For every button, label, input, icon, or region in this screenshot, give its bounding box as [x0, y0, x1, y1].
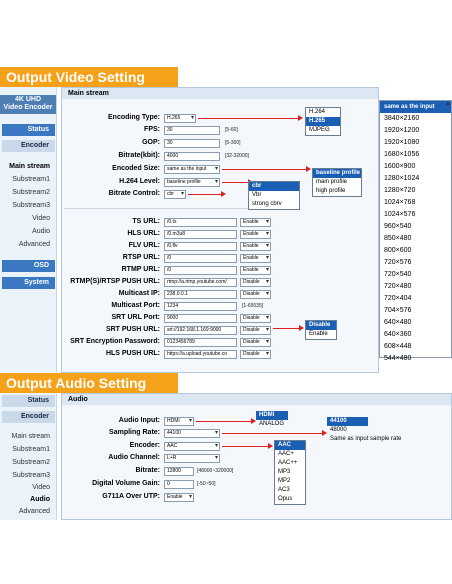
label-encoder: Encoder:	[129, 442, 160, 449]
flv-url-state-select[interactable]: Enable ▾	[240, 242, 271, 251]
label-multicast-port: Multicast Port:	[111, 302, 160, 309]
sampling-rate-popup	[327, 417, 409, 444]
srt-url-port-input[interactable]: 9000	[164, 314, 237, 323]
nav-advanced[interactable]: Advanced	[18, 241, 50, 248]
resolution-option-selected[interactable]: same as the input	[380, 101, 451, 113]
hls-url-state-select[interactable]: Enable ▾	[240, 230, 271, 239]
label-bitrate: Bitrate(kbit):	[118, 152, 160, 159]
label-hls-url: HLS URL:	[127, 230, 160, 237]
fps-hint: [5-60]	[225, 127, 238, 133]
encoding-option[interactable]: MJPEG	[309, 127, 330, 133]
arrow-line	[198, 118, 298, 119]
label-rtmp-url: RTMP URL:	[121, 266, 160, 273]
encoding-option-selected[interactable]: H.265	[306, 117, 340, 126]
nav-video[interactable]: Video	[32, 484, 50, 491]
bitrate-input[interactable]: 4000	[164, 152, 220, 161]
encoded-size-select[interactable]: same as the input ▾	[164, 165, 220, 174]
bitrate-control-option-selected[interactable]: cbr	[249, 182, 299, 191]
rtmp-push-url-input[interactable]: rtmp://a.rtmp.youtube.com/	[164, 278, 237, 287]
audio-sidebar	[0, 393, 57, 520]
label-multicast-ip: Multicast IP:	[118, 290, 160, 297]
audio-bitrate-input[interactable]: 12800	[164, 467, 194, 476]
hls-push-url-state-select[interactable]: Disable ▾	[240, 350, 271, 359]
label-audio-bitrate: Bitrate:	[135, 467, 160, 474]
audio-bitrate-hint: [48000~320000]	[197, 468, 234, 474]
label-bitrate-control: Bitrate Control:	[108, 190, 160, 197]
rtmp-url-input[interactable]: /0	[164, 266, 237, 275]
hls-url-input[interactable]: /0.m3u8	[164, 230, 237, 239]
arrow-line	[222, 446, 268, 447]
resolution-list[interactable]	[379, 100, 452, 362]
audio-input-option[interactable]: ANALOG	[259, 421, 285, 427]
volume-gain-input[interactable]: 0	[164, 480, 194, 489]
encoder-option[interactable]: Opus	[278, 496, 293, 502]
srt-state-option[interactable]: Enable	[309, 331, 328, 337]
h264-level-option[interactable]: high profile	[316, 188, 346, 194]
arrow-line	[222, 433, 322, 434]
multicast-ip-state-select[interactable]: Disable ▾	[240, 290, 271, 299]
label-gop: GOP:	[142, 139, 160, 146]
resolution-option[interactable]: 720×540	[384, 271, 412, 278]
encoder-option[interactable]: AAC++	[278, 460, 298, 466]
audio-section-banner: Output Audio Setting	[0, 373, 178, 393]
rtmp-url-state-select[interactable]: Enable ▾	[240, 266, 271, 275]
label-rtsp-url: RTSP URL:	[122, 254, 160, 261]
label-rtmp-push-url: RTMP(S)/RTSP PUSH URL:	[70, 278, 160, 285]
nav-main-stream[interactable]: Main stream	[11, 433, 50, 440]
label-encoded-size: Encoded Size:	[112, 165, 160, 172]
resolution-option[interactable]: 3840×2160	[384, 115, 420, 122]
gop-input[interactable]: 30	[164, 139, 220, 148]
resolution-option[interactable]: 720×480	[384, 283, 412, 290]
h264-level-option-selected[interactable]: baseline profile	[313, 169, 361, 178]
nav-audio[interactable]: Audio	[30, 496, 50, 503]
resolution-option[interactable]: 960×540	[384, 223, 412, 230]
h264-level-option[interactable]: main profile	[316, 179, 348, 185]
nav-audio[interactable]: Audio	[32, 228, 50, 235]
fps-input[interactable]: 30	[164, 126, 220, 135]
arrow-line	[273, 328, 299, 329]
label-srt-url-port: SRT URL Port:	[111, 314, 160, 321]
resolution-option[interactable]: 1600×900	[384, 163, 416, 170]
nav-status[interactable]: Status	[2, 395, 55, 407]
ts-url-input[interactable]: /0.ts	[164, 218, 237, 227]
arrow-head	[306, 166, 311, 172]
resolution-option[interactable]: 1280×1024	[384, 175, 420, 182]
arrow-head	[268, 443, 273, 449]
resolution-option[interactable]: 720×576	[384, 259, 412, 266]
video-sidebar	[0, 87, 57, 373]
nav-substream2[interactable]: Substream2	[12, 189, 50, 196]
encoder-option-selected[interactable]: AAC	[275, 441, 305, 450]
label-fps: FPS:	[144, 126, 160, 133]
nav-video[interactable]: Video	[32, 215, 50, 222]
device-title: 4K UHD Video Encoder	[0, 95, 56, 114]
srt-password-input[interactable]: 0123456789	[164, 338, 237, 347]
srt-push-url-state-select[interactable]: Disable ▾	[240, 326, 271, 335]
h264-level-popup	[312, 168, 362, 197]
resolution-option[interactable]: 1920×1200	[384, 127, 420, 134]
nav-encoder[interactable]: Encoder	[2, 140, 55, 152]
resolution-option[interactable]: 850×480	[384, 235, 412, 242]
label-hls-push-url: HLS PUSH URL:	[105, 350, 160, 357]
resolution-option[interactable]: 1024×576	[384, 211, 416, 218]
multicast-port-input[interactable]: 1234	[164, 302, 237, 311]
arrow-line	[188, 194, 221, 195]
resolution-option[interactable]: 1024×768	[384, 199, 416, 206]
srt-push-url-input[interactable]: srt://192.168.1.169:9000	[164, 326, 237, 335]
bitrate-hint: [32-32000]	[225, 153, 249, 159]
arrow-line	[196, 421, 251, 422]
encoder-option[interactable]: MP2	[278, 478, 291, 484]
nav-system[interactable]: System	[2, 277, 55, 289]
multicast-port-hint: [1-65535]	[242, 303, 264, 309]
rtsp-url-input[interactable]: /0	[164, 254, 237, 263]
sampling-rate-select[interactable]: 44100 ▾	[164, 429, 220, 438]
label-g711a: G711A Over UTP:	[102, 493, 160, 500]
encoder-option[interactable]: MP3	[278, 469, 291, 475]
encoding-type-select[interactable]: H.265 ▾	[164, 114, 196, 123]
nav-advanced[interactable]: Advanced	[18, 508, 50, 515]
audio-channel-select[interactable]: L+R ▾	[164, 454, 220, 463]
resolution-option[interactable]: 608×448	[384, 343, 412, 350]
label-audio-channel: Audio Channel:	[108, 454, 160, 461]
label-srt-push-url: SRT PUSH URL:	[105, 326, 160, 333]
nav-substream3[interactable]: Substream3	[12, 202, 50, 209]
encoder-popup	[274, 440, 306, 505]
resolution-option[interactable]: 1280×720	[384, 187, 416, 194]
srt-password-state-select[interactable]: Disable ▾	[240, 338, 271, 347]
bitrate-control-popup	[248, 181, 300, 210]
arrow-head	[299, 325, 304, 331]
label-h264-level: H.264 Level:	[119, 178, 160, 185]
encoding-option[interactable]: H.264	[309, 109, 326, 115]
label-srt-password: SRT Encryption Password:	[70, 338, 160, 345]
encoding-type-popup	[305, 107, 341, 136]
audio-input-option-selected[interactable]: HDMI	[256, 411, 288, 420]
label-ts-url: TS URL:	[132, 218, 160, 225]
resolution-option[interactable]: 640×360	[384, 331, 412, 338]
video-section-banner: Output Video Setting	[0, 67, 178, 87]
bitrate-control-option[interactable]: Vbr	[252, 192, 262, 198]
sampling-rate-option[interactable]: Same as input sample rate	[330, 436, 402, 442]
resolution-option[interactable]: 1920×1080	[384, 139, 420, 146]
nav-encoder[interactable]: Encoder	[2, 411, 55, 423]
ts-url-state-select[interactable]: Enable ▾	[240, 218, 271, 227]
multicast-ip-input[interactable]: 238.0.0.1	[164, 290, 237, 299]
nav-substream2[interactable]: Substream2	[12, 459, 50, 466]
scroll-up-icon[interactable]: ▲	[445, 101, 451, 107]
srt-url-port-state-select[interactable]: Disable ▾	[240, 314, 271, 323]
h264-level-select[interactable]: baseline profile ▾	[164, 178, 220, 187]
g711a-select[interactable]: Enable ▾	[164, 493, 194, 502]
srt-state-popup	[305, 320, 337, 340]
nav-main-stream[interactable]: Main stream	[9, 163, 50, 170]
rtmp-push-url-state-select[interactable]: Disable ▾	[240, 278, 271, 287]
resolution-option[interactable]: 640×480	[384, 319, 412, 326]
arrow-head	[298, 115, 303, 121]
volume-gain-hint: [-50~50]	[197, 481, 216, 487]
label-volume-gain: Digital Volume Gain:	[92, 480, 160, 487]
nav-status[interactable]: Status	[2, 124, 55, 136]
label-flv-url: FLV URL:	[128, 242, 160, 249]
label-sampling-rate: Sampling Rate:	[109, 429, 160, 436]
gop-hint: [5-300]	[225, 140, 241, 146]
sampling-rate-option-selected[interactable]: 44100	[327, 417, 368, 426]
srt-state-option-selected[interactable]: Disable	[306, 321, 336, 330]
bitrate-control-option[interactable]: strong cbrv	[252, 201, 282, 207]
arrow-line	[222, 169, 306, 170]
nav-substream1[interactable]: Substream1	[12, 446, 50, 453]
arrow-line	[222, 182, 248, 183]
audio-input-select[interactable]: HDMI ▾	[164, 417, 194, 426]
resolution-option[interactable]: 1680×1056	[384, 151, 420, 158]
bitrate-control-select[interactable]: cbr ▾	[164, 190, 186, 199]
nav-substream1[interactable]: Substream1	[12, 176, 50, 183]
nav-substream3[interactable]: Substream3	[12, 472, 50, 479]
panel-title: Audio	[62, 394, 451, 405]
resolution-option[interactable]: 720×404	[384, 295, 412, 302]
label-audio-input: Audio Input:	[118, 417, 160, 424]
panel-title: Main stream	[62, 88, 378, 99]
flv-url-input[interactable]: /0.flv	[164, 242, 237, 251]
label-encoding-type: Encoding Type:	[108, 114, 160, 121]
encoder-option[interactable]: AC3	[278, 487, 290, 493]
encoder-option[interactable]: AAC+	[278, 451, 294, 457]
sampling-rate-option[interactable]: 48000	[330, 427, 347, 433]
resolution-option[interactable]: 704×576	[384, 307, 412, 314]
resolution-option[interactable]: 544×480	[384, 355, 412, 362]
hls-push-url-input[interactable]: https://a.upload.youtube.co	[164, 350, 237, 359]
encoder-select[interactable]: AAC ▾	[164, 442, 220, 451]
resolution-option[interactable]: 800×600	[384, 247, 412, 254]
rtsp-url-state-select[interactable]: Enable ▾	[240, 254, 271, 263]
audio-input-popup	[256, 411, 288, 429]
arrow-head	[221, 191, 226, 197]
nav-osd[interactable]: OSD	[2, 260, 55, 272]
